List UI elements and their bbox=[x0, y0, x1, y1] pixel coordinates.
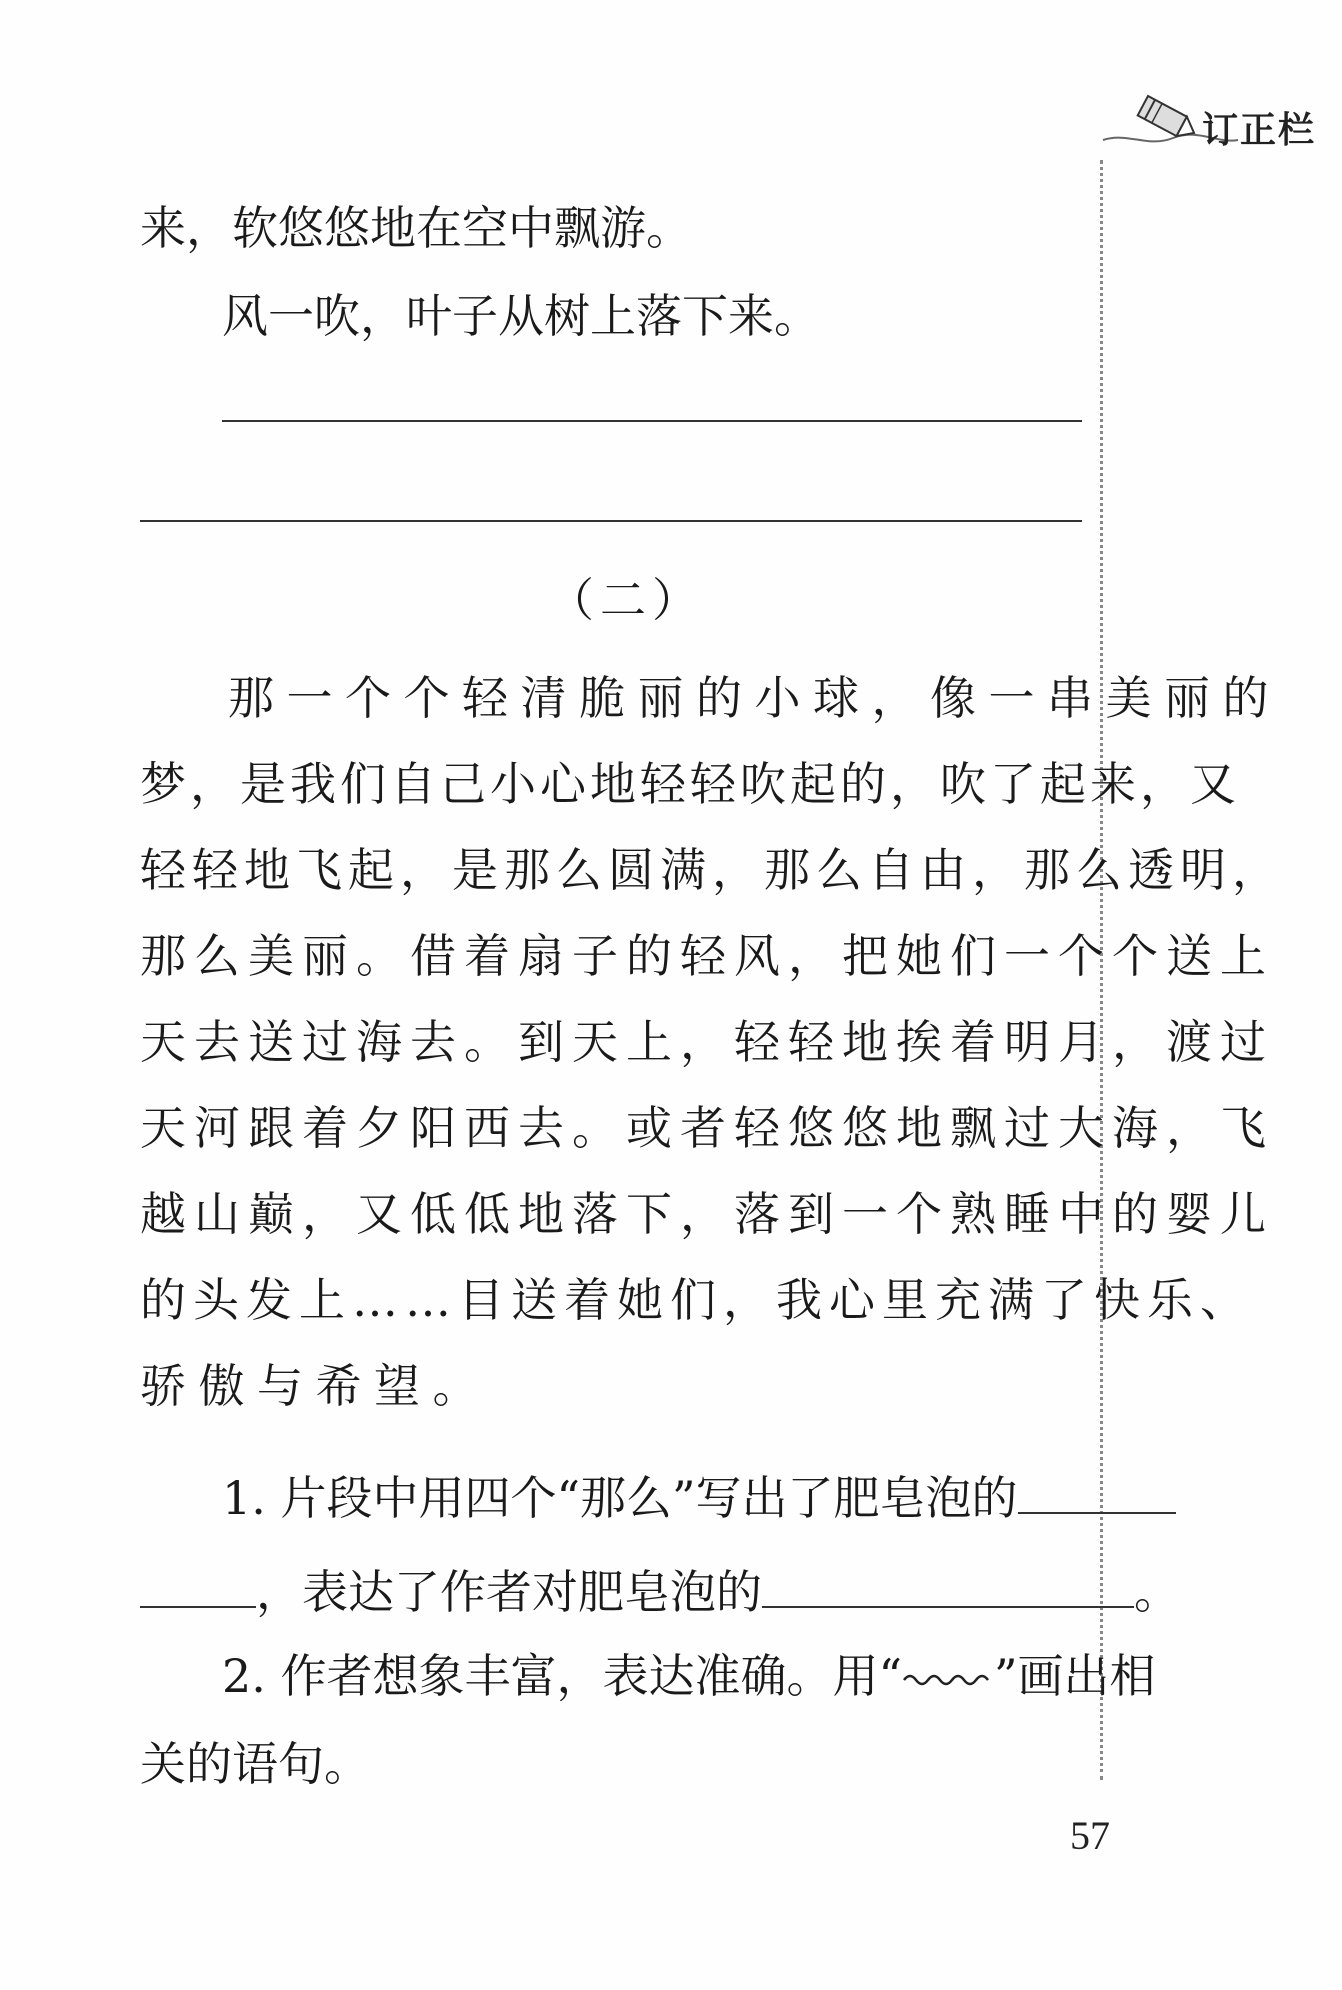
question-1-blank-2[interactable] bbox=[762, 1566, 1134, 1608]
question-1-blank-1-cont[interactable] bbox=[140, 1566, 256, 1608]
question-2-line-2: 关的语句。 bbox=[140, 1737, 370, 1791]
passage-line: 骄傲与希望。 bbox=[140, 1359, 491, 1413]
answer-line-1[interactable] bbox=[222, 420, 1082, 422]
question-1-text-2: ，表达了作者对肥皂泡的 bbox=[256, 1565, 762, 1619]
section-heading: （二） bbox=[548, 573, 704, 627]
passage-line: 天去送过海去。到天上，轻轻地挨着明月，渡过 bbox=[140, 1015, 1274, 1069]
passage-line: 轻轻地飞起，是那么圆满，那么自由，那么透明， bbox=[140, 843, 1284, 897]
wavy-underline-icon bbox=[902, 1670, 994, 1690]
question-1-text: 1. 片段中用四个“那么”写出了肥皂泡的 bbox=[222, 1471, 1018, 1525]
passage-line: 那么美丽。借着扇子的轻风，把她们一个个送上 bbox=[140, 929, 1274, 983]
answer-line-2[interactable] bbox=[140, 520, 1082, 522]
correction-column-label: 订正栏 bbox=[1202, 110, 1317, 151]
page-number: 57 bbox=[1070, 1813, 1110, 1858]
question-2-text-2: ”画出相 bbox=[994, 1649, 1156, 1703]
passage-line: 那一个个轻清脆丽的小球，像一串美丽的 bbox=[228, 671, 1281, 725]
passage-line: 天河跟着夕阳西去。或者轻悠悠地飘过大海，飞 bbox=[140, 1101, 1274, 1155]
question-2-text: 2. 作者想象丰富，表达准确。用“ bbox=[222, 1649, 903, 1703]
question-1-line-1 bbox=[222, 1468, 1176, 1528]
question-1-blank-1[interactable] bbox=[1018, 1472, 1176, 1514]
passage-line: 梦，是我们自己小心地轻轻吹起的，吹了起来，又 bbox=[140, 757, 1240, 811]
correction-column-header bbox=[1098, 92, 1328, 162]
passage-line: 的头发上……目送着她们，我心里充满了快乐、 bbox=[140, 1273, 1253, 1327]
question-2-line-1 bbox=[222, 1646, 1156, 1706]
question-1-period: 。 bbox=[1134, 1565, 1180, 1619]
exercise-sentence: 风一吹，叶子从树上落下来。 bbox=[222, 289, 820, 343]
continued-line: 来，软悠悠地在空中飘游。 bbox=[140, 201, 692, 255]
question-1-line-2 bbox=[140, 1562, 1180, 1622]
passage-line: 越山巅，又低低地落下，落到一个熟睡中的婴儿 bbox=[140, 1187, 1274, 1241]
